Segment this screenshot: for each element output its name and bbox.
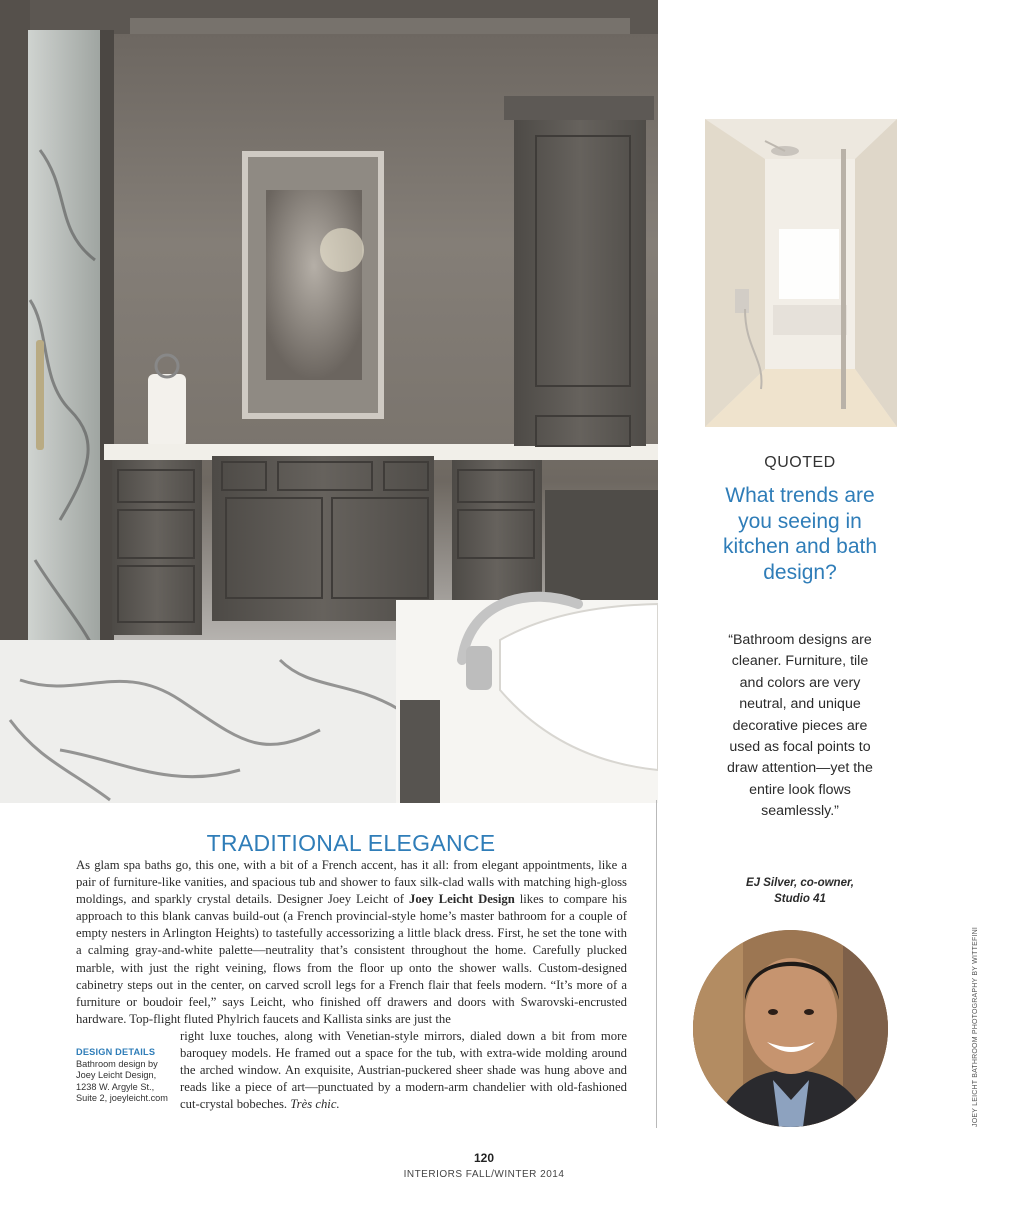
shower-photo xyxy=(705,119,897,427)
publication-name: INTERIORS FALL/WINTER 2014 xyxy=(403,1169,565,1180)
attribution-name: EJ Silver, co-owner, xyxy=(745,877,855,889)
quoted-label: QUOTED xyxy=(764,454,836,471)
sidebar-quote: “Bathroom designs are cleaner. Furniture, tile and colors are very neutral, and unique decorative pieces are used as focal points to draw attention—yet the entire look flows seamlessly.” xyxy=(727,632,873,820)
quote-attribution xyxy=(730,875,870,907)
design-details xyxy=(76,1047,176,1105)
main-bathroom-photo xyxy=(0,0,658,803)
article-body xyxy=(76,857,627,1028)
design-details-line: Bathroom design by xyxy=(76,1058,158,1069)
page-number: 120 xyxy=(473,1151,495,1165)
photo-credit: JOEY LEICHT BATHROOM PHOTOGRAPHY BY WITTEFINI xyxy=(972,927,979,1127)
design-details-line: Suite 2, joeyleicht.com xyxy=(76,1093,168,1104)
article-closing: Très chic. xyxy=(290,1097,340,1112)
design-details-line: 1238 W. Argyle St., xyxy=(76,1081,155,1092)
column-divider xyxy=(656,800,657,1128)
article-body-main: likes to compare his approach to this blank canvas build-out (a French provincial-style home’s master bathroom for a couple of empty nesters in Arlington Heights) to tastefully accessorizing a little black dress. First, he set the tone with a calming gray-and-white palette—neutrality that’s consistent throughout the home. Carefully plucked marble, with just the right veining, flows from the floor up onto the shower walls. Custom-designed cabinetry steps out in the center, on carved scroll legs for a French flair that feels modern. “It’s more of a furniture or boudoir feel,” says Leicht, who finished off drawers and doors with Swarovski-encrusted hardware. Top-flight fluted Phylrich faucets and Kallista sinks are just the xyxy=(76,892,627,1026)
design-details-heading: DESIGN DETAILS xyxy=(76,1047,156,1057)
article-body-continued-text: right luxe touches, along with Venetian-style mirrors, dialed down a bit from more baroquey models. He framed out a space for the tub, with extra-wide molding around the arched window. An exquisite, Austrian-puckered sheer shade was hung above and reads like a piece of art—punctuated by a modern-arm chandelier with old-fashioned cut-crystal bobeches. xyxy=(180,1029,627,1112)
design-details-line: Joey Leicht Design, xyxy=(76,1070,157,1081)
sidebar-question: What trends are you seeing in kitchen and bath design? xyxy=(722,484,878,584)
designer-name: Joey Leicht Design xyxy=(408,892,515,907)
attribution-company: Studio 41 xyxy=(774,893,826,905)
article-body-continued xyxy=(180,1028,627,1113)
article-title: TRADITIONAL ELEGANCE xyxy=(206,830,496,856)
portrait-photo xyxy=(693,930,888,1127)
article-body-intro: As glam spa baths go, this one, with a bit of a French accent, has it all: from elegant appointments, like a pair of furniture-like vanities, and spacious tub and shower to faux silk-clad walls with matching high-gloss moldings, and sparkly crystal details. Designer Joey Leicht of xyxy=(76,858,627,907)
